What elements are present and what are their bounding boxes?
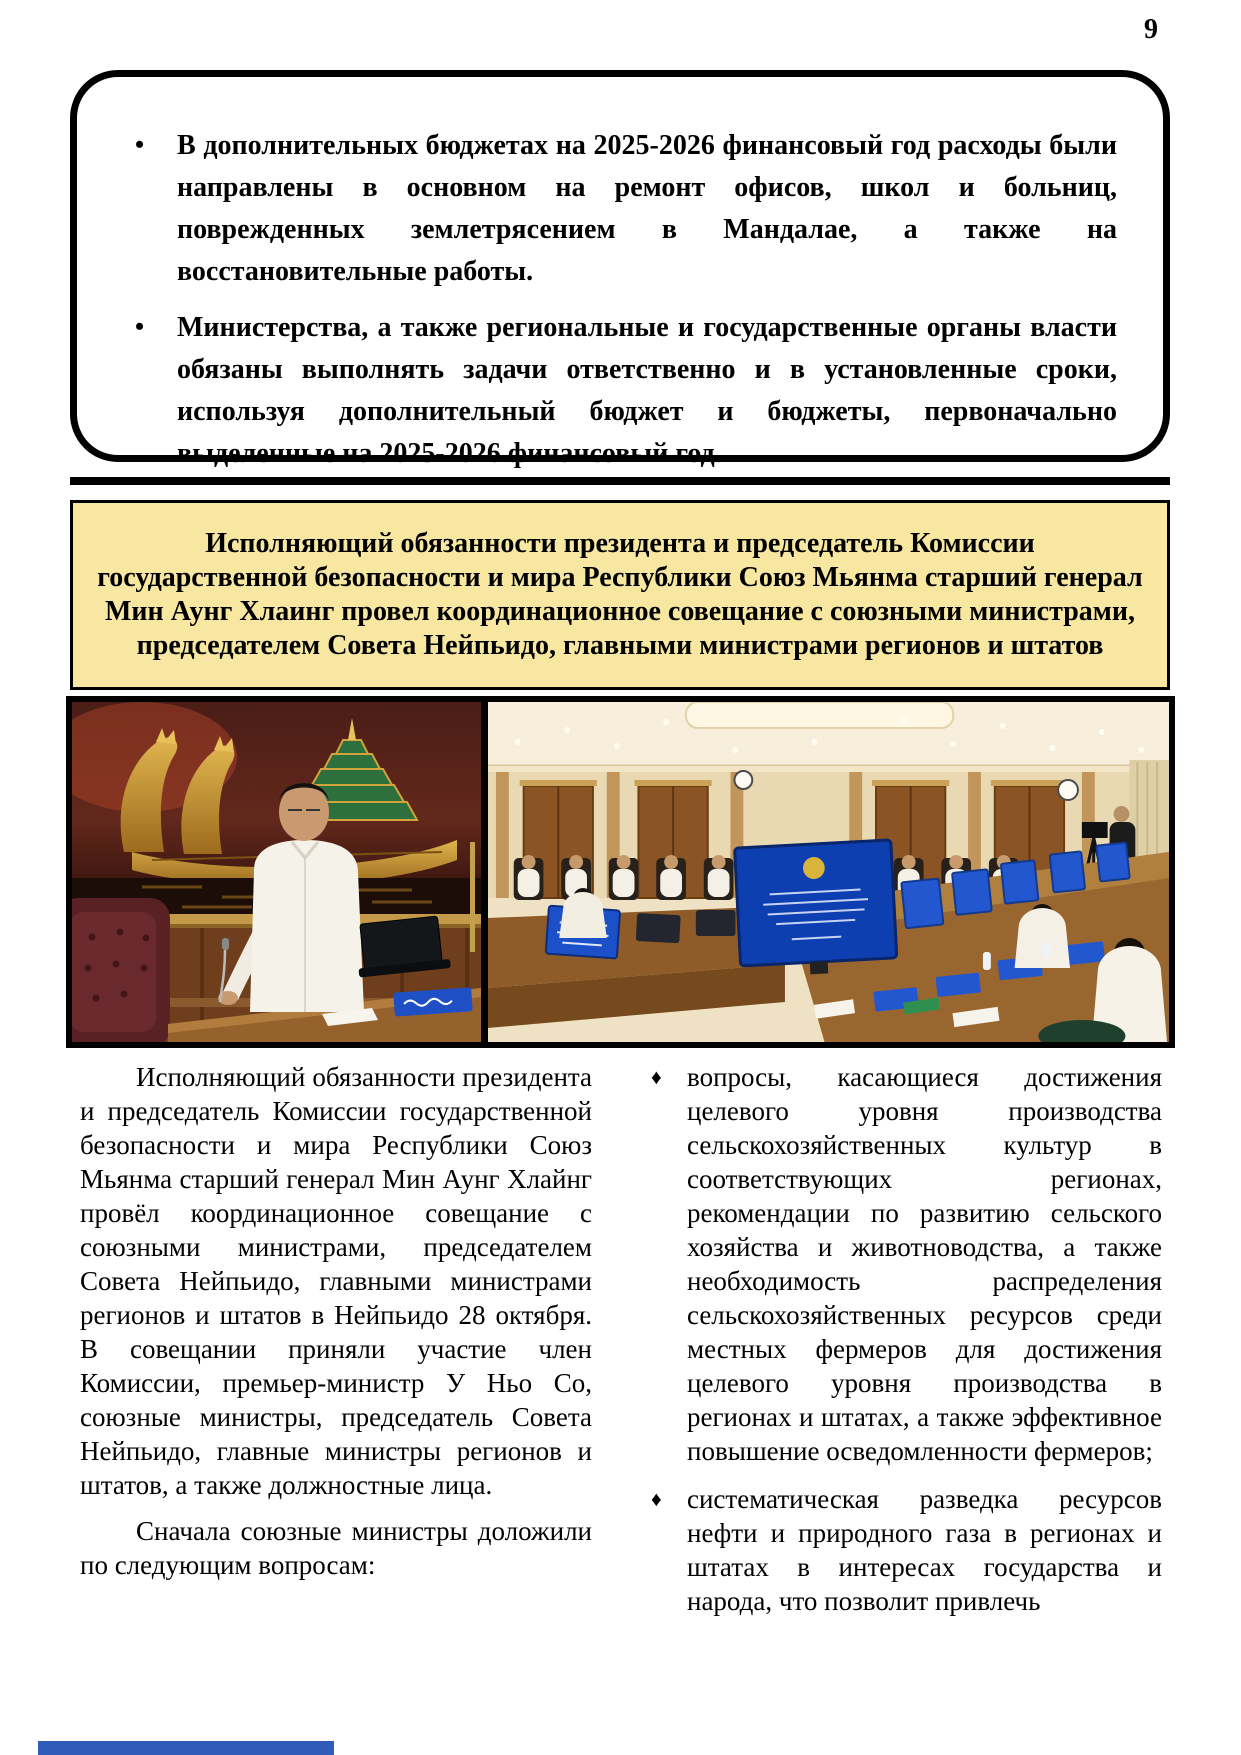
next-page-table-fragment — [38, 1741, 334, 1755]
article-right-column — [645, 1060, 1162, 1618]
summary-bullet-item — [119, 125, 1117, 293]
bullet-dot-icon: • — [135, 312, 145, 341]
page-number: 9 — [1144, 14, 1158, 45]
section-divider — [70, 477, 1170, 485]
article-headline-text: Исполняющий обязанности президента и председатель Комиссии государственной безопасности и мира Республики Союз Мьянма старший генерал Мин Аунг Хлаинг провел координационное совещание с союзными министрами, председателем Совета Нейпьидо, главными министрами регионов и штатов — [97, 528, 1143, 661]
bullet-dot-icon: • — [135, 130, 145, 159]
article-bullet-text: вопросы, касающиеся достижения целевого уровня производства сельскохозяйственных культур в соответствующих регионах, рекомендации по развитию сельского хозяйства и животноводства, а также необходимость распределения сельскохозяйственных ресурсов среди местных фермеров для достижения целевого уровня производства в регионах и штатах, а также эффективное повышение осведомленности фермеров; — [687, 1062, 1162, 1466]
summary-highlight-box — [70, 70, 1170, 469]
article-bullet-item — [645, 1482, 1162, 1618]
bullet-diamond-icon: ♦ — [651, 1487, 662, 1511]
article-bullet-item — [645, 1060, 1162, 1468]
article-paragraph: Исполняющий обязанности президента и председатель Комиссии государственной безопасности и мира Республики Союз Мьянма старший генерал Мин Аунг Хлайнг провёл координационное совещание с союзными министрами, председателем Совета Нейпьидо, главными министрами регионов и штатов в Нейпьидо 28 октября. В совещании приняли участие член Комиссии, премьер-министр У Ньо Со, союзные министры, председатель Совета Нейпьидо, главные министры регионов и штатов, а также должностные лица. — [80, 1062, 592, 1500]
article-paragraph: Сначала союзные министры доложили по следующим вопросам: — [80, 1516, 592, 1580]
photo-right-illustration — [488, 702, 1169, 1042]
summary-bullet-item — [119, 307, 1117, 475]
summary-bullet-text: В дополнительных бюджетах на 2025-2026 финансовый год расходы были направлены в основном на ремонт офисов, школ и больниц, поврежденных землетрясением в Мандалае, а также на восстановительные работы. — [177, 130, 1117, 287]
photo-collage — [66, 696, 1175, 1048]
photo-min-aung-hlaing-speaking — [72, 702, 481, 1042]
article-left-column — [80, 1060, 592, 1582]
summary-bullet-text: Министерства, а также региональные и государственные органы власти обязаны выполнять задачи ответственно и в установленные сроки, используя дополнительный бюджет и бюджеты, первоначально выделенные на 2025-2026 финансовый год. — [177, 312, 1117, 469]
photo-left-illustration — [72, 702, 481, 1042]
article-bullet-text: систематическая разведка ресурсов нефти и природного газа в регионах и штатах в интересах государства и народа, что позволит привлечь — [687, 1484, 1162, 1616]
bullet-diamond-icon: ♦ — [651, 1065, 662, 1089]
article-headline-box — [70, 500, 1170, 690]
photo-meeting-hall — [488, 702, 1169, 1042]
